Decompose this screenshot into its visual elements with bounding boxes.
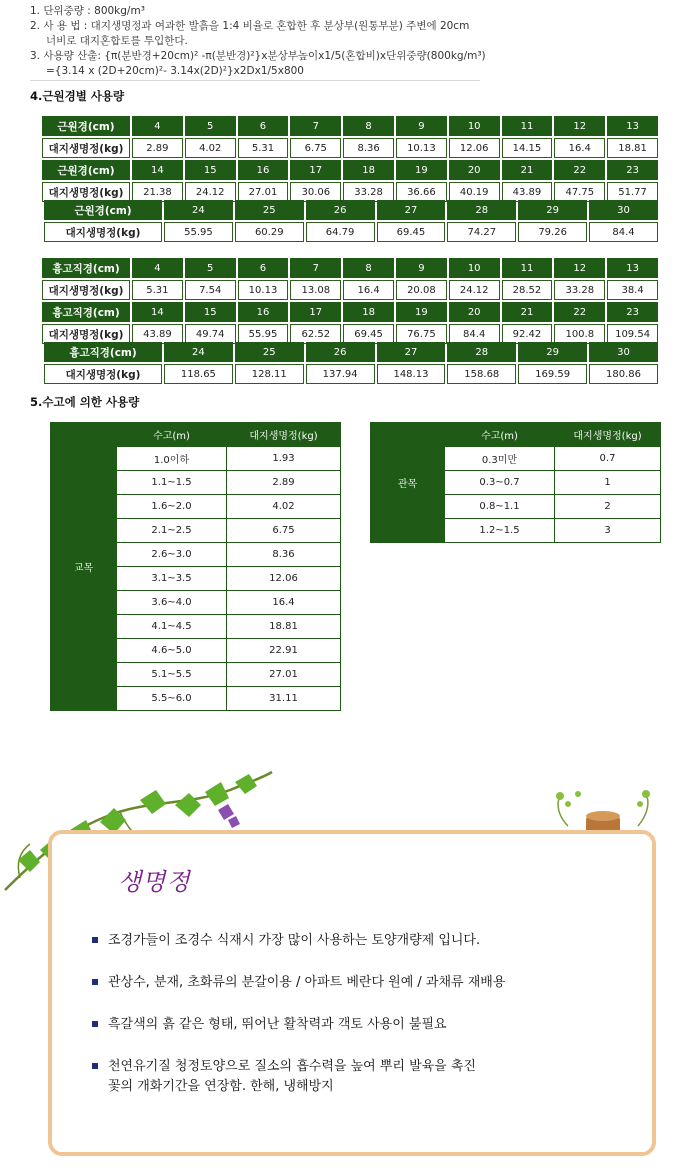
size-cell: 17 bbox=[290, 160, 341, 180]
amount-cell: 2 bbox=[555, 495, 661, 519]
amount-cell: 10.13 bbox=[396, 138, 447, 158]
amount-cell: 33.28 bbox=[554, 280, 605, 300]
amount-cell: 43.89 bbox=[502, 182, 553, 202]
amount-cell: 69.45 bbox=[377, 222, 446, 242]
amount-cell: 69.45 bbox=[343, 324, 394, 344]
height-cell: 3.6~4.0 bbox=[117, 591, 227, 615]
size-cell: 29 bbox=[518, 200, 587, 220]
amount-cell: 169.59 bbox=[518, 364, 587, 384]
square-bullet-icon bbox=[92, 1063, 98, 1069]
size-cell: 10 bbox=[449, 258, 500, 278]
size-cell: 5 bbox=[185, 258, 236, 278]
amount-cell: 137.94 bbox=[306, 364, 375, 384]
amount-cell: 49.74 bbox=[185, 324, 236, 344]
size-cell: 13 bbox=[607, 116, 658, 136]
size-cell: 27 bbox=[377, 200, 446, 220]
amount-cell: 148.13 bbox=[377, 364, 446, 384]
size-cell: 7 bbox=[290, 258, 341, 278]
amount-cell: 51.77 bbox=[607, 182, 658, 202]
height-cell: 1.0이하 bbox=[117, 447, 227, 471]
size-cell: 29 bbox=[518, 342, 587, 362]
height-cell: 0.3~0.7 bbox=[445, 471, 555, 495]
row-label: 근원경(cm) bbox=[44, 200, 162, 220]
amount-cell: 22.91 bbox=[227, 639, 341, 663]
amount-cell: 100.8 bbox=[554, 324, 605, 344]
column-header: 대지생명정(kg) bbox=[227, 423, 341, 447]
amount-cell: 12.06 bbox=[449, 138, 500, 158]
row-label: 근원경(cm) bbox=[42, 160, 130, 180]
category-label: 교목 bbox=[51, 423, 117, 711]
amount-cell: 118.65 bbox=[164, 364, 233, 384]
size-cell: 11 bbox=[502, 116, 553, 136]
row-label: 근원경(cm) bbox=[42, 116, 130, 136]
size-cell: 7 bbox=[290, 116, 341, 136]
usage-notes bbox=[30, 4, 486, 79]
amount-cell: 5.31 bbox=[132, 280, 183, 300]
amount-cell: 84.4 bbox=[449, 324, 500, 344]
bullet-item: 천연유기질 청정토양으로 질소의 흡수력을 높여 뿌리 발육을 촉진 꽃의 개화기간을 연장함. 한해, 냉해방지 bbox=[92, 1057, 476, 1097]
amount-cell: 10.13 bbox=[238, 280, 289, 300]
size-cell: 9 bbox=[396, 258, 447, 278]
size-cell: 4 bbox=[132, 258, 183, 278]
amount-cell: 109.54 bbox=[607, 324, 658, 344]
note-usage-method: 2. 사 용 법 : 대지생명정과 여과한 발흙을 1:4 비율로 혼합한 후 분상부(원통부분) 주변에 20cm bbox=[30, 20, 470, 32]
amount-cell: 30.06 bbox=[290, 182, 341, 202]
height-cell: 5.1~5.5 bbox=[117, 663, 227, 687]
note-formula-expanded: ={3.14 x (2D+20cm)²- 3.14x(2D)²}x2Dx1/5x800 bbox=[46, 65, 304, 77]
amount-cell: 158.68 bbox=[447, 364, 516, 384]
size-cell: 24 bbox=[164, 200, 233, 220]
amount-cell: 2.89 bbox=[132, 138, 183, 158]
amount-cell: 14.15 bbox=[502, 138, 553, 158]
row-label: 흉고직경(cm) bbox=[42, 302, 130, 322]
note-formula: 3. 사용량 산출: {π(분반경+20cm)² -π(분반경)²}x분상부높이x1/5(혼합비)x단위중량(800kg/m³) bbox=[30, 50, 486, 62]
bullet-item: 조경가들이 조경수 식재시 가장 많이 사용하는 토양개량제 입니다. bbox=[92, 931, 480, 951]
height-grid bbox=[50, 422, 341, 711]
size-cell: 26 bbox=[306, 342, 375, 362]
size-cell: 17 bbox=[290, 302, 341, 322]
amount-cell: 13.08 bbox=[290, 280, 341, 300]
row-label: 흉고직경(cm) bbox=[42, 258, 130, 278]
amount-cell: 16.4 bbox=[343, 280, 394, 300]
divider bbox=[30, 80, 480, 81]
height-cell: 0.3미만 bbox=[445, 447, 555, 471]
amount-cell: 62.52 bbox=[290, 324, 341, 344]
measurement-grid bbox=[40, 114, 660, 204]
height-cell: 4.1~4.5 bbox=[117, 615, 227, 639]
height-cell: 2.1~2.5 bbox=[117, 519, 227, 543]
height-cell: 1.1~1.5 bbox=[117, 471, 227, 495]
size-cell: 28 bbox=[447, 342, 516, 362]
amount-cell: 55.95 bbox=[164, 222, 233, 242]
amount-cell: 128.11 bbox=[235, 364, 304, 384]
amount-cell: 6.75 bbox=[227, 519, 341, 543]
column-header: 대지생명정(kg) bbox=[555, 423, 661, 447]
amount-cell: 76.75 bbox=[396, 324, 447, 344]
amount-cell: 8.36 bbox=[343, 138, 394, 158]
size-cell: 16 bbox=[238, 302, 289, 322]
size-cell: 30 bbox=[589, 200, 658, 220]
measurement-grid bbox=[42, 340, 660, 386]
row-label: 대지생명정(kg) bbox=[44, 364, 162, 384]
amount-cell: 24.12 bbox=[185, 182, 236, 202]
column-header: 수고(m) bbox=[445, 423, 555, 447]
amount-cell: 21.38 bbox=[132, 182, 183, 202]
size-cell: 24 bbox=[164, 342, 233, 362]
amount-cell: 18.81 bbox=[227, 615, 341, 639]
size-cell: 16 bbox=[238, 160, 289, 180]
size-cell: 19 bbox=[396, 302, 447, 322]
measurement-grid bbox=[40, 256, 660, 346]
amount-cell: 55.95 bbox=[238, 324, 289, 344]
size-cell: 19 bbox=[396, 160, 447, 180]
size-cell: 5 bbox=[185, 116, 236, 136]
size-cell: 12 bbox=[554, 258, 605, 278]
size-cell: 6 bbox=[238, 116, 289, 136]
square-bullet-icon bbox=[92, 1021, 98, 1027]
size-cell: 26 bbox=[306, 200, 375, 220]
amount-cell: 6.75 bbox=[290, 138, 341, 158]
amount-cell: 43.89 bbox=[132, 324, 183, 344]
amount-cell: 7.54 bbox=[185, 280, 236, 300]
section5-title: 5.수고에 의한 사용량 bbox=[30, 395, 140, 409]
size-cell: 30 bbox=[589, 342, 658, 362]
size-cell: 8 bbox=[343, 258, 394, 278]
size-cell: 23 bbox=[607, 302, 658, 322]
size-cell: 4 bbox=[132, 116, 183, 136]
size-cell: 6 bbox=[238, 258, 289, 278]
amount-cell: 24.12 bbox=[449, 280, 500, 300]
height-cell: 5.5~6.0 bbox=[117, 687, 227, 711]
amount-cell: 20.08 bbox=[396, 280, 447, 300]
amount-cell: 18.81 bbox=[607, 138, 658, 158]
card-title: 생명정 bbox=[118, 868, 191, 896]
amount-cell: 3 bbox=[555, 519, 661, 543]
size-cell: 9 bbox=[396, 116, 447, 136]
height-cell: 4.6~5.0 bbox=[117, 639, 227, 663]
amount-cell: 8.36 bbox=[227, 543, 341, 567]
size-cell: 14 bbox=[132, 160, 183, 180]
bullet-item: 흑갈색의 흙 같은 형태, 뛰어난 활착력과 객토 사용이 불필요 bbox=[92, 1015, 447, 1035]
column-header: 수고(m) bbox=[117, 423, 227, 447]
amount-cell: 38.4 bbox=[607, 280, 658, 300]
amount-cell: 16.4 bbox=[227, 591, 341, 615]
amount-cell: 12.06 bbox=[227, 567, 341, 591]
size-cell: 11 bbox=[502, 258, 553, 278]
size-cell: 21 bbox=[502, 302, 553, 322]
amount-cell: 92.42 bbox=[502, 324, 553, 344]
size-cell: 22 bbox=[554, 160, 605, 180]
size-cell: 23 bbox=[607, 160, 658, 180]
amount-cell: 27.01 bbox=[227, 663, 341, 687]
height-cell: 0.8~1.1 bbox=[445, 495, 555, 519]
height-cell: 1.2~1.5 bbox=[445, 519, 555, 543]
amount-cell: 28.52 bbox=[502, 280, 553, 300]
amount-cell: 84.4 bbox=[589, 222, 658, 242]
size-cell: 18 bbox=[343, 160, 394, 180]
size-cell: 20 bbox=[449, 160, 500, 180]
height-cell: 2.6~3.0 bbox=[117, 543, 227, 567]
size-cell: 28 bbox=[447, 200, 516, 220]
size-cell: 25 bbox=[235, 200, 304, 220]
size-cell: 13 bbox=[607, 258, 658, 278]
height-cell: 3.1~3.5 bbox=[117, 567, 227, 591]
row-label: 대지생명정(kg) bbox=[42, 324, 130, 344]
amount-cell: 0.7 bbox=[555, 447, 661, 471]
amount-cell: 4.02 bbox=[185, 138, 236, 158]
square-bullet-icon bbox=[92, 979, 98, 985]
size-cell: 12 bbox=[554, 116, 605, 136]
amount-cell: 31.11 bbox=[227, 687, 341, 711]
height-cell: 1.6~2.0 bbox=[117, 495, 227, 519]
amount-cell: 40.19 bbox=[449, 182, 500, 202]
size-cell: 18 bbox=[343, 302, 394, 322]
row-label: 대지생명정(kg) bbox=[42, 182, 130, 202]
amount-cell: 180.86 bbox=[589, 364, 658, 384]
amount-cell: 79.26 bbox=[518, 222, 587, 242]
category-label: 관목 bbox=[371, 423, 445, 543]
measurement-grid bbox=[42, 198, 660, 244]
size-cell: 8 bbox=[343, 116, 394, 136]
amount-cell: 1.93 bbox=[227, 447, 341, 471]
size-cell: 25 bbox=[235, 342, 304, 362]
size-cell: 27 bbox=[377, 342, 446, 362]
note-unit-weight: 1. 단위중량 : 800kg/m³ bbox=[30, 5, 145, 17]
amount-cell: 27.01 bbox=[238, 182, 289, 202]
row-label: 흉고직경(cm) bbox=[44, 342, 162, 362]
size-cell: 21 bbox=[502, 160, 553, 180]
amount-cell: 4.02 bbox=[227, 495, 341, 519]
amount-cell: 16.4 bbox=[554, 138, 605, 158]
note-usage-method-cont: 너비로 대지혼합토를 투입한다. bbox=[46, 35, 188, 47]
amount-cell: 64.79 bbox=[306, 222, 375, 242]
amount-cell: 2.89 bbox=[227, 471, 341, 495]
section4-title: 4.근원경별 사용량 bbox=[30, 89, 125, 103]
amount-cell: 47.75 bbox=[554, 182, 605, 202]
amount-cell: 74.27 bbox=[447, 222, 516, 242]
amount-cell: 33.28 bbox=[343, 182, 394, 202]
amount-cell: 36.66 bbox=[396, 182, 447, 202]
bullet-item: 관상수, 분재, 초화류의 분갈이용 / 아파트 베란다 원예 / 과채류 재배용 bbox=[92, 973, 505, 993]
amount-cell: 5.31 bbox=[238, 138, 289, 158]
size-cell: 10 bbox=[449, 116, 500, 136]
amount-cell: 60.29 bbox=[235, 222, 304, 242]
size-cell: 22 bbox=[554, 302, 605, 322]
size-cell: 15 bbox=[185, 302, 236, 322]
size-cell: 14 bbox=[132, 302, 183, 322]
size-cell: 15 bbox=[185, 160, 236, 180]
row-label: 대지생명정(kg) bbox=[42, 138, 130, 158]
square-bullet-icon bbox=[92, 937, 98, 943]
row-label: 대지생명정(kg) bbox=[42, 280, 130, 300]
height-grid bbox=[370, 422, 661, 543]
row-label: 대지생명정(kg) bbox=[44, 222, 162, 242]
amount-cell: 1 bbox=[555, 471, 661, 495]
size-cell: 20 bbox=[449, 302, 500, 322]
